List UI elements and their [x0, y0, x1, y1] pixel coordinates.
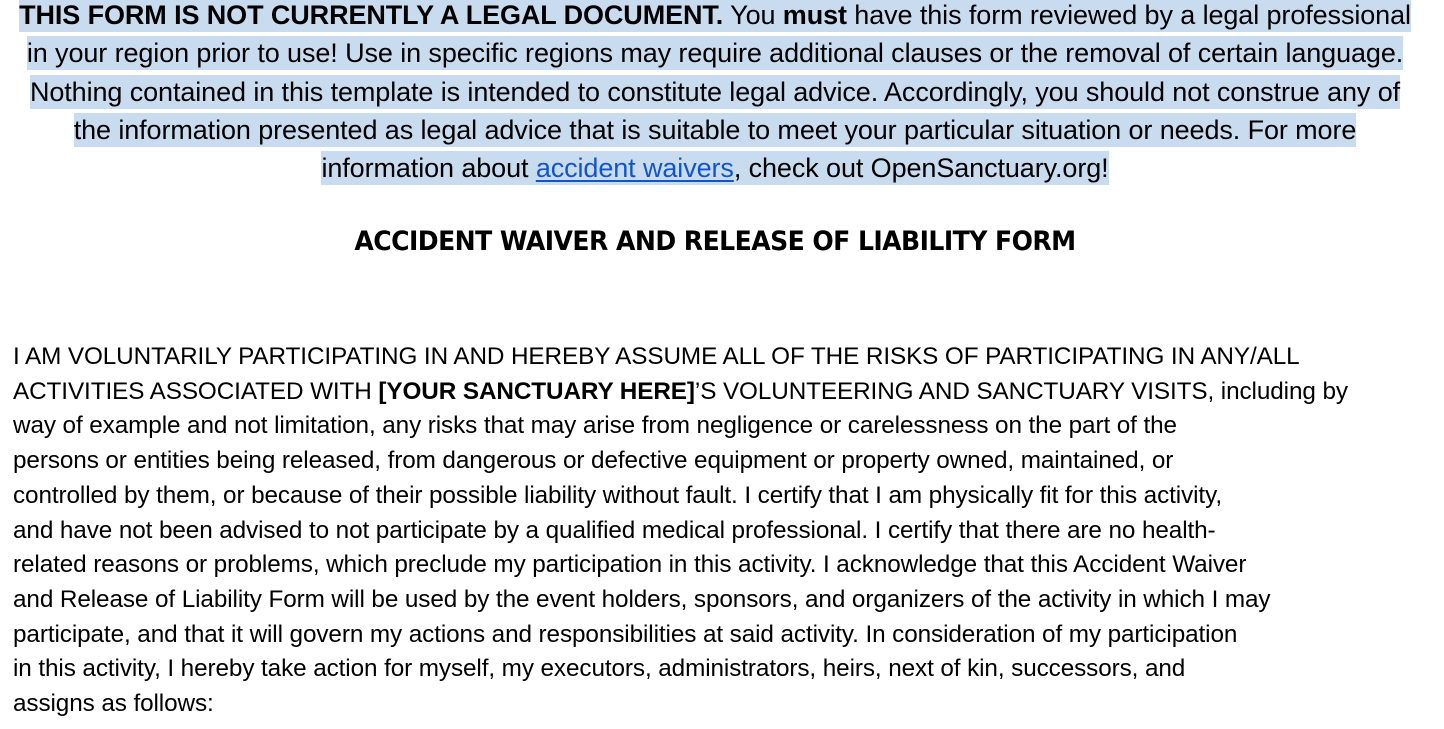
body-line: related reasons or problems, which preclude my participation in this activity. I acknowledge that this Accident Waiver — [13, 551, 1247, 579]
form-title: ACCIDENT WAIVER AND RELEASE OF LIABILITY FORM — [354, 226, 1076, 257]
sanctuary-placeholder: [YOUR SANCTUARY HERE] — [378, 377, 695, 405]
body-line: participate, and that it will govern my actions and responsibilities at said activity. In consideration of my participation — [13, 620, 1238, 648]
body-line: and Release of Liability Form will be used by the event holders, sponsors, and organizers of the activity in which I may — [13, 585, 1271, 613]
body-line: assigns as follows: — [13, 690, 214, 718]
body-line: and have not been advised to not participate by a qualified medical professional. I certify that there are no health- — [13, 516, 1216, 544]
accident-waivers-link[interactable]: accident waivers — [535, 153, 734, 184]
body-line — [13, 375, 1421, 410]
waiver-body[interactable] — [13, 340, 1421, 722]
body-line: I AM VOLUNTARILY PARTICIPATING IN AND HEREBY ASSUME ALL OF THE RISKS OF PARTICIPATING IN ANY/ALL — [13, 343, 1300, 370]
disclaimer-highlight[interactable] — [19, 0, 1411, 185]
disclaimer-notice — [12, 0, 1418, 187]
disclaimer-bold-lead: THIS FORM IS NOT CURRENTLY A LEGAL DOCUMENT. — [19, 0, 724, 30]
disclaimer-text-1: have this form reviewed by a legal professional in your region prior to use! Use in specific regions may require additional clauses or the removal of certain language. Nothing contained in this template is intended to constitute legal advice. Accordingly, you should not construe any of the information presented as legal advice that is suitable to meet your particular situation or needs. For more information about — [26, 0, 1411, 184]
body-line: way of example and not limitation, any risks that may arise from negligence or carelessness on the part of the — [13, 412, 1177, 440]
body-line: controlled by them, or because of their possible liability without fault. I certify that I am physically fit for this activity, — [13, 481, 1222, 509]
body-text: ’S VOLUNTEERING AND SANCTUARY VISITS, including by — [694, 377, 1348, 405]
body-line: persons or entities being released, from dangerous or defective equipment or property owned, maintained, or — [13, 447, 1174, 475]
body-text: ACTIVITIES ASSOCIATED WITH — [13, 377, 379, 405]
body-line: in this activity, I hereby take action for myself, my executors, administrators, heirs, next of kin, successors, and — [13, 655, 1186, 683]
disclaimer-text-you: You — [723, 0, 783, 30]
disclaimer-bold-must: must — [782, 0, 847, 30]
disclaimer-text-2: , check out OpenSanctuary.org! — [733, 153, 1109, 184]
